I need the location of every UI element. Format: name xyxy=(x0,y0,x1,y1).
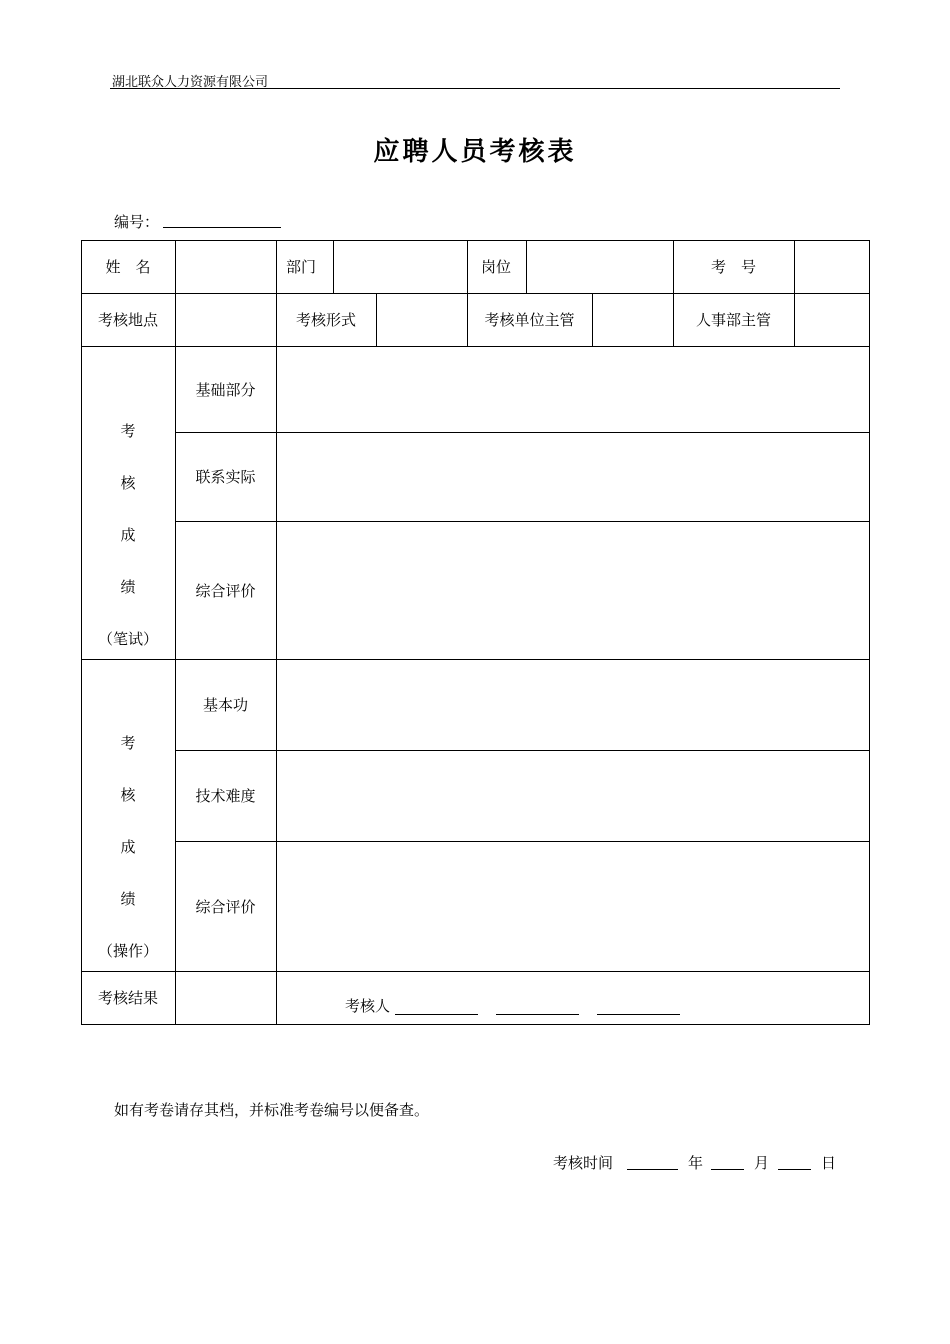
group-char: 核 xyxy=(120,786,136,804)
group-char: 成 xyxy=(120,526,136,544)
serial-input-line[interactable] xyxy=(163,227,281,228)
exam-form-field[interactable] xyxy=(377,294,467,346)
company-name: 湖北联众人力资源有限公司 xyxy=(112,75,269,90)
result-field[interactable] xyxy=(176,972,276,1024)
exam-number-label: 考 号 xyxy=(710,258,756,276)
exam-place-label: 考核地点 xyxy=(97,311,158,329)
group-char: 成 xyxy=(120,838,136,856)
written-overall-field[interactable] xyxy=(277,522,869,659)
table-border-right xyxy=(869,240,870,1025)
written-practice-label: 联系实际 xyxy=(195,468,256,486)
year-label: 年 xyxy=(688,1154,704,1172)
table-border-bottom xyxy=(81,1024,870,1025)
position-label: 岗位 xyxy=(481,258,512,276)
practical-difficulty-label: 技术难度 xyxy=(195,787,256,805)
examiner-label: 考核人 xyxy=(345,997,391,1015)
group-char: 绩 xyxy=(120,890,136,908)
day-input-line[interactable] xyxy=(778,1169,811,1170)
group-char: 考 xyxy=(120,734,136,752)
written-practice-field[interactable] xyxy=(277,433,869,521)
practical-score-group-label xyxy=(81,717,175,977)
header-divider xyxy=(110,88,840,89)
unit-supervisor-label: 考核单位主管 xyxy=(484,311,575,329)
group-char: （笔试） xyxy=(97,630,158,648)
exam-date-label: 考核时间 xyxy=(553,1154,614,1172)
practical-basic-label: 基本功 xyxy=(202,696,248,714)
written-basic-label: 基础部分 xyxy=(195,380,256,399)
practical-difficulty-field[interactable] xyxy=(277,751,869,841)
hr-supervisor-field[interactable] xyxy=(795,294,869,346)
name-field[interactable] xyxy=(176,241,276,293)
result-label: 考核结果 xyxy=(97,989,158,1007)
hr-supervisor-label: 人事部主管 xyxy=(695,311,771,329)
name-label: 姓 名 xyxy=(105,258,151,276)
practical-overall-label: 综合评价 xyxy=(195,897,256,916)
table-col-rule xyxy=(467,240,468,293)
serial-label: 编号： xyxy=(114,213,160,231)
exam-form-label: 考核形式 xyxy=(295,311,356,329)
year-input-line[interactable] xyxy=(627,1169,678,1170)
group-char: 绩 xyxy=(120,578,136,596)
group-char: 核 xyxy=(120,474,136,492)
group-char: （操作） xyxy=(97,942,158,960)
written-basic-field[interactable] xyxy=(277,347,869,432)
position-field[interactable] xyxy=(527,241,673,293)
exam-place-field[interactable] xyxy=(176,294,276,346)
department-field[interactable] xyxy=(334,241,467,293)
examiner-signature-line-2[interactable] xyxy=(496,1014,579,1015)
month-label: 月 xyxy=(754,1154,770,1172)
form-title: 应聘人员考核表 xyxy=(373,137,577,167)
group-char: 考 xyxy=(120,422,136,440)
exam-number-field[interactable] xyxy=(795,241,869,293)
department-label: 部门 xyxy=(286,258,317,276)
practical-basic-field[interactable] xyxy=(277,660,869,750)
examiner-signature-line-3[interactable] xyxy=(597,1014,680,1015)
written-score-group-label xyxy=(81,405,175,665)
examiner-signature-line-1[interactable] xyxy=(395,1014,478,1015)
practical-overall-field[interactable] xyxy=(277,842,869,971)
day-label: 日 xyxy=(821,1154,837,1172)
written-overall-label: 综合评价 xyxy=(195,581,256,600)
unit-supervisor-field[interactable] xyxy=(593,294,673,346)
archive-note: 如有考卷请存其档，并标准考卷编号以便备查。 xyxy=(114,1101,430,1119)
month-input-line[interactable] xyxy=(711,1169,744,1170)
